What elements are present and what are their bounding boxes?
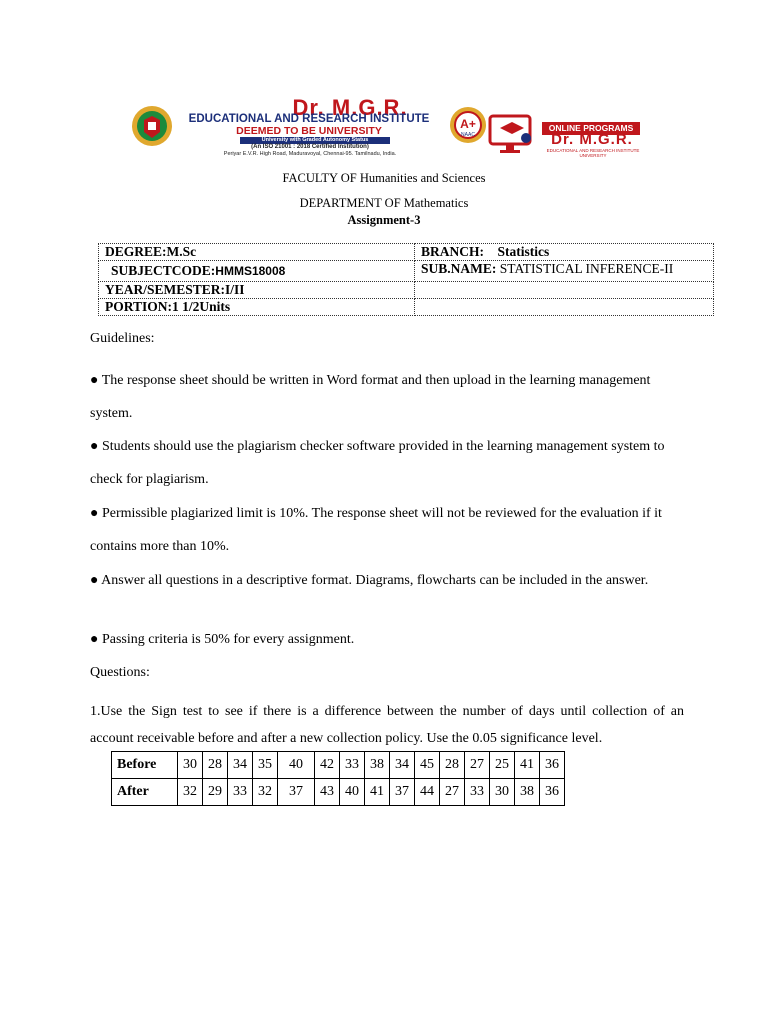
info-row [99, 299, 714, 316]
guideline-item-5: ● Passing criteria is 50% for every assignment. [90, 632, 355, 647]
before-value: 28 [440, 752, 465, 779]
department-line: DEPARTMENT OF Mathematics [299, 196, 469, 210]
after-value: 29 [203, 779, 228, 806]
after-value: 44 [415, 779, 440, 806]
after-row [112, 779, 565, 806]
before-value: 38 [365, 752, 390, 779]
banner-title: Dr. M.G.R. [292, 95, 408, 120]
branch-cell [415, 244, 714, 261]
subject-code-label: SUBJECTCODE: [111, 263, 216, 278]
sub-name-label: SUB.NAME: [421, 261, 497, 276]
branch-value: Statistics [497, 244, 550, 259]
institute-banner [130, 96, 640, 158]
banner-address: Periyar E.V.R. High Road, Maduravoyal, Chennai-95. Tamilnadu, India. [223, 151, 397, 157]
degree-text: DEGREE:M.Sc [105, 244, 197, 259]
assignment-title: Assignment-3 [347, 213, 421, 227]
sub-name-cell [415, 261, 714, 282]
year-semester-text: YEAR/SEMESTER:I/II [105, 282, 245, 297]
banner-deemed: DEEMED TO BE UNIVERSITY [236, 125, 382, 137]
info-row [99, 261, 714, 282]
online-monitor-icon [486, 108, 538, 156]
before-value: 36 [540, 752, 565, 779]
online-programs-label: ONLINE PROGRAMS [542, 122, 640, 135]
after-value: 43 [315, 779, 340, 806]
guidelines-heading: Guidelines: [90, 331, 155, 346]
guideline-item-2: ● Students should use the plagiarism checker software provided in the learning management system to check for plagiarism. [90, 439, 665, 487]
questions-heading: Questions: [90, 665, 150, 680]
sign-test-data-table [111, 751, 565, 806]
before-value: 33 [340, 752, 365, 779]
before-value: 27 [465, 752, 490, 779]
before-value: 28 [203, 752, 228, 779]
subject-code-value: HMMS18008 [215, 264, 286, 278]
online-programs-small [538, 148, 648, 158]
after-value: 32 [178, 779, 203, 806]
year-semester-cell [99, 282, 415, 299]
before-label: Before [112, 752, 178, 779]
online-small-line-1: EDUCATIONAL AND RESEARCH INSTITUTE [546, 148, 640, 153]
before-value: 35 [253, 752, 278, 779]
after-label: After [112, 779, 178, 806]
naac-label: NAAC [461, 132, 475, 138]
online-small-line-2: UNIVERSITY [579, 153, 607, 158]
before-value: 30 [178, 752, 203, 779]
course-info-table [98, 243, 714, 316]
banner-iso: (An ISO 21001 : 2018 Certified Institution) [251, 144, 369, 150]
after-value: 38 [515, 779, 540, 806]
after-value: 37 [390, 779, 415, 806]
guideline-item-4: ● Answer all questions in a descriptive format. Diagrams, flowcharts can be included in the answer. [90, 573, 649, 588]
banner-subtitle: EDUCATIONAL AND RESEARCH INSTITUTE [188, 113, 430, 125]
info-row [99, 282, 714, 299]
after-value: 33 [465, 779, 490, 806]
empty-cell [415, 282, 714, 299]
banner-strip: University with Graded Autonomy Status [240, 137, 390, 144]
before-value: 25 [490, 752, 515, 779]
before-value: 42 [315, 752, 340, 779]
institute-crest-icon [130, 102, 174, 150]
online-programs-name: Dr. M.G.R. [551, 131, 633, 148]
before-value: 34 [228, 752, 253, 779]
empty-cell [415, 299, 714, 316]
naac-badge-icon [448, 105, 488, 145]
faculty-line: FACULTY OF Humanities and Sciences [282, 171, 486, 185]
sub-name-value: STATISTICAL INFERENCE-II [499, 261, 674, 276]
after-value: 30 [490, 779, 515, 806]
portion-cell [99, 299, 415, 316]
portion-text: PORTION:1 1/2Units [105, 299, 231, 314]
before-value: 41 [515, 752, 540, 779]
before-value: 45 [415, 752, 440, 779]
after-value: 37 [278, 779, 315, 806]
info-row [99, 244, 714, 261]
subject-code-cell [99, 261, 415, 282]
question-1-text: 1.Use the Sign test to see if there is a difference between the number of days until collection of an account receivable before and after a new collection policy. Use the 0.05 significance level. [90, 704, 684, 746]
before-value: 34 [390, 752, 415, 779]
after-value: 33 [228, 779, 253, 806]
guideline-item-3: ● Permissible plagiarized limit is 10%. The response sheet will not be reviewed for the evaluation if it contains more than 10%. [90, 506, 662, 554]
after-value: 40 [340, 779, 365, 806]
before-value: 40 [278, 752, 315, 779]
degree-cell [99, 244, 415, 261]
after-value: 36 [540, 779, 565, 806]
after-value: 27 [440, 779, 465, 806]
after-value: 41 [365, 779, 390, 806]
branch-label: BRANCH: [421, 244, 484, 259]
before-row [112, 752, 565, 779]
after-value: 32 [253, 779, 278, 806]
guideline-item-1: ● The response sheet should be written in Word format and then upload in the learning management system. [90, 373, 651, 421]
naac-grade: A+ [460, 117, 476, 131]
